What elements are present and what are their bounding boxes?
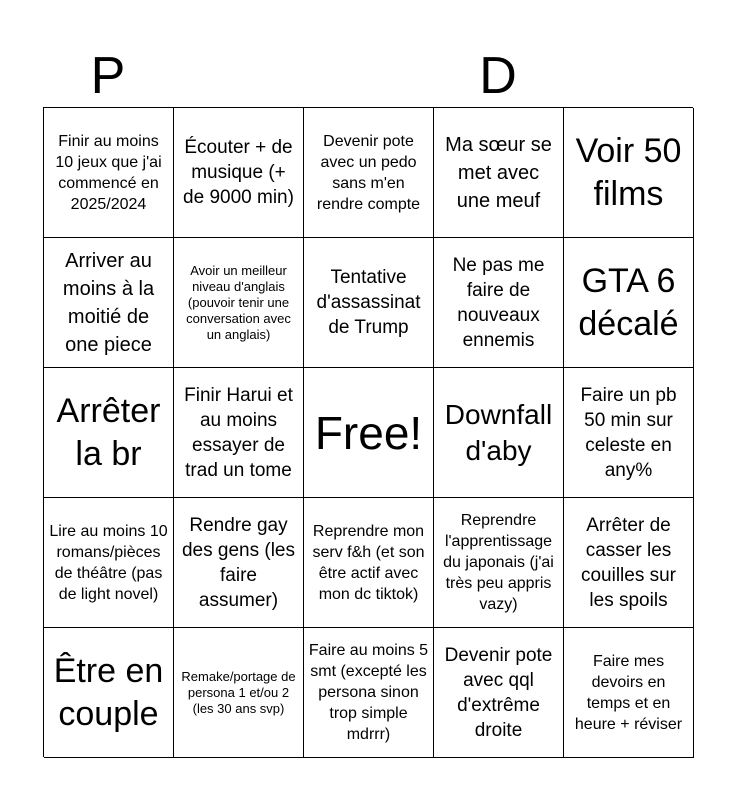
header-letter-1: P (90, 47, 126, 105)
bingo-cell[interactable] (304, 498, 434, 628)
cell-text: Finir Harui et au moins essayer de trad un tome (184, 384, 293, 481)
bingo-cell[interactable] (434, 108, 564, 238)
bingo-cell[interactable] (564, 368, 694, 498)
cell-text: Avoir un meilleur niveau d'anglais (pouvoir tenir une conversation avec un anglais) (186, 262, 291, 342)
bingo-cell[interactable] (434, 238, 564, 368)
cell-text: Finir au moins 10 jeux que j'ai commencé en 2025/2024 (55, 132, 162, 213)
bingo-cell[interactable] (174, 238, 304, 368)
cell-text: Ma sœur se met avec une meuf (445, 133, 552, 212)
header-letter-4: D (479, 47, 517, 105)
bingo-cell[interactable] (44, 108, 174, 238)
bingo-cell[interactable] (564, 108, 694, 238)
free-cell[interactable] (304, 368, 434, 498)
bingo-cell[interactable] (434, 628, 564, 758)
bingo-cell[interactable] (174, 628, 304, 758)
cell-text: Ne pas me faire de nouveaux ennemis (452, 254, 545, 351)
cell-text: Downfall d'aby (444, 398, 553, 466)
cell-text: Arriver au moins à la moitié de one piece (62, 249, 155, 356)
cell-text: Écouter + de musique (+ de 9000 min) (183, 137, 294, 208)
cell-text: Tentative d'assassinat de Trump (316, 267, 421, 338)
bingo-cell[interactable] (174, 368, 304, 498)
cell-text: Faire un pb 50 min sur celeste en any% (580, 384, 677, 481)
bingo-cell[interactable] (564, 498, 694, 628)
bingo-cell[interactable] (44, 498, 174, 628)
cell-text: Arrêter de casser les couilles sur les spoils (580, 514, 677, 611)
cell-text: Devenir pote avec qql d'extrême droite (444, 644, 553, 741)
bingo-cell[interactable] (564, 238, 694, 368)
bingo-cell[interactable] (434, 368, 564, 498)
cell-text: Reprendre mon serv f&h (et son être actif avec mon dc tiktok) (312, 522, 425, 603)
cell-text: Arrêter la br (56, 391, 161, 473)
cell-text: Faire au moins 5 smt (excepté les persona sinon trop simple mdrrr) (308, 642, 429, 743)
bingo-cell[interactable] (434, 498, 564, 628)
bingo-cell[interactable] (44, 628, 174, 758)
bingo-header (43, 44, 693, 108)
bingo-cell[interactable] (44, 238, 174, 368)
cell-text: Être en couple (53, 651, 164, 733)
cell-text: Free! (314, 406, 423, 459)
bingo-cell[interactable] (304, 628, 434, 758)
bingo-cell[interactable] (304, 238, 434, 368)
bingo-grid (43, 107, 693, 757)
cell-text: Remake/portage de persona 1 et/ou 2 (les 30 ans svp) (181, 668, 296, 716)
bingo-cell[interactable] (304, 108, 434, 238)
bingo-cell[interactable] (44, 368, 174, 498)
bingo-cell[interactable] (174, 108, 304, 238)
bingo-cell[interactable] (174, 498, 304, 628)
cell-text: Voir 50 films (575, 131, 682, 213)
cell-text: Reprendre l'apprentissage du japonais (j'ai très peu appris vazy) (443, 512, 554, 613)
cell-text: Lire au moins 10 romans/pièces de théâtre (pas de light novel) (49, 522, 168, 603)
cell-text: Rendre gay des gens (les faire assumer) (181, 514, 295, 611)
bingo-cell[interactable] (564, 628, 694, 758)
cell-text: Devenir pote avec un pedo sans m'en rendre compte (316, 132, 421, 213)
cell-text: GTA 6 décalé (578, 261, 679, 343)
cell-text: Faire mes devoirs en temps et en heure + réviser (574, 652, 683, 733)
